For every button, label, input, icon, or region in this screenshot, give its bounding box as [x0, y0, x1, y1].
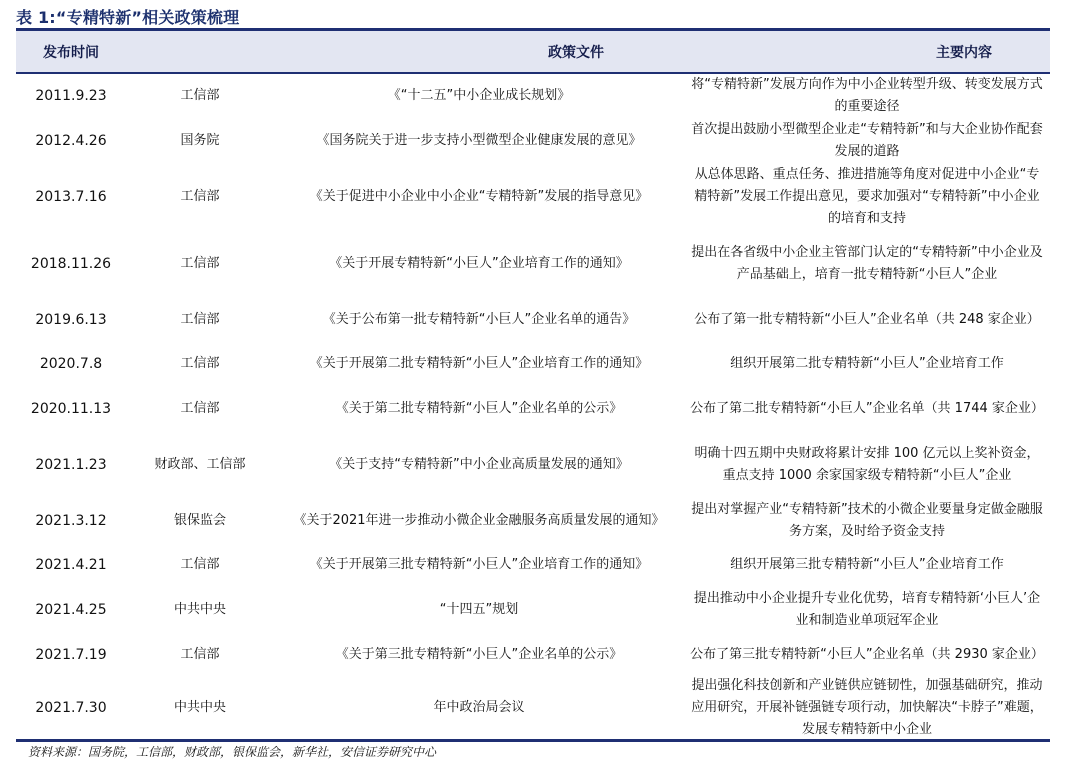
table-row	[16, 677, 1050, 739]
row-date: 2013.7.16	[35, 188, 107, 205]
row-date: 2018.11.26	[30, 255, 112, 272]
row-content: 公布了第三批专精特新“小巨人”企业名单（共 2930 家企业）	[690, 646, 1044, 662]
source-note: 资料来源：国务院，工信部，财政部，银保监会，新华社，安信证券研究中心	[28, 745, 437, 759]
row-date: 2021.1.23	[35, 456, 107, 473]
row-content: 首次提出鼓励小型微型企业走“专精特新”和与大企业协作配套发展的道路	[691, 121, 1043, 159]
row-dept: 工信部	[180, 557, 220, 572]
row-document: 《关于支持“专精特新”中小企业高质量发展的通知》	[329, 456, 629, 472]
header-document: 政策文件	[548, 44, 604, 61]
table-row	[16, 386, 1050, 431]
row-dept: 工信部	[180, 88, 220, 103]
row-document: 《关于第三批专精特新“小巨人”企业名单的公示》	[335, 646, 623, 662]
table-header	[16, 31, 1050, 72]
row-dept: 中共中央	[173, 601, 226, 617]
row-date: 2012.4.26	[35, 132, 107, 149]
table-row	[16, 498, 1050, 543]
row-dept: 工信部	[180, 356, 220, 371]
row-dept: 工信部	[180, 400, 220, 416]
table-row	[16, 431, 1050, 498]
row-content: 公布了第二批专精特新“小巨人”企业名单（共 1744 家企业）	[690, 400, 1044, 416]
row-date: 2021.4.21	[35, 557, 107, 573]
row-date: 2019.6.13	[35, 311, 107, 328]
row-date: 2020.11.13	[30, 400, 112, 417]
row-date: 2011.9.23	[35, 88, 107, 104]
row-document: 《“十二五”中小企业成长规划》	[387, 88, 571, 103]
row-content: 明确十四五期中央财政将累计安排 100 亿元以上奖补资金，重点支持 1000 余家国家级专精特新“小巨人”企业	[694, 445, 1040, 483]
row-content: 从总体思路、重点任务、推进措施等角度对促进中小企业“专精特新”发展工作提出意见，要求加强对“专精特新”中小企业的培育和支持	[694, 166, 1040, 226]
table-row	[16, 543, 1050, 587]
row-content: 组织开展第二批专精特新“小巨人”企业培育工作	[730, 356, 1004, 371]
row-document: 《关于第二批专精特新“小巨人”企业名单的公示》	[335, 400, 623, 416]
table-body	[16, 74, 1050, 739]
table-bottom-rule	[16, 739, 1050, 742]
row-document: 《关于开展专精特新“小巨人”企业培育工作的通知》	[329, 255, 629, 271]
row-dept: 工信部	[180, 311, 220, 327]
header-content: 主要内容	[936, 44, 992, 61]
row-content: 将“专精特新”发展方向作为中小企业转型升级、转变发展方式的重要途径	[691, 77, 1043, 114]
table-row	[16, 632, 1050, 677]
table-row	[16, 230, 1050, 297]
row-date: 2021.4.25	[35, 601, 107, 618]
row-dept: 财政部、工信部	[154, 456, 246, 472]
row-content: 提出对掌握产业“专精特新”技术的小微企业要量身定做金融服务方案，及时给予资金支持	[691, 501, 1043, 539]
row-content: 提出强化科技创新和产业链供应链韧性，加强基础研究，推动应用研究，开展补链强链专项行动，加快解决“卡脖子”难题，发展专精特新中小企业	[691, 678, 1043, 737]
row-dept: 银保监会	[173, 512, 226, 528]
table-title: 表 1:“专精特新”相关政策梳理	[16, 8, 240, 27]
row-dept: 国务院	[180, 132, 220, 148]
row-date: 2021.7.30	[35, 700, 107, 716]
table-row	[16, 118, 1050, 163]
row-content: 公布了第一批专精特新“小巨人”企业名单（共 248 家企业）	[694, 311, 1040, 327]
row-document: 年中政治局会议	[433, 700, 525, 715]
row-dept: 工信部	[180, 646, 220, 662]
table-row	[16, 74, 1050, 118]
row-date: 2021.3.12	[35, 512, 107, 529]
row-document: 《关于公布第一批专精特新“小巨人”企业名单的通告》	[322, 311, 636, 327]
row-date: 2020.7.8	[39, 356, 103, 372]
row-document: 《关于2021年进一步推动小微企业金融服务高质量发展的通知》	[293, 512, 665, 528]
row-date: 2021.7.19	[35, 646, 107, 663]
row-dept: 中共中央	[173, 700, 226, 715]
row-dept: 工信部	[180, 255, 220, 271]
row-document: 《关于促进中小企业中小企业“专精特新”发展的指导意见》	[309, 188, 649, 204]
row-content: 组织开展第三批专精特新“小巨人”企业培育工作	[730, 557, 1004, 572]
row-document: 《关于开展第二批专精特新“小巨人”企业培育工作的通知》	[309, 356, 649, 371]
row-dept: 工信部	[180, 188, 220, 204]
row-document: 《国务院关于进一步支持小型微型企业健康发展的意见》	[316, 132, 642, 148]
header-date: 发布时间	[43, 44, 99, 61]
table-row	[16, 163, 1050, 230]
row-document: 《关于开展第三批专精特新“小巨人”企业培育工作的通知》	[309, 557, 649, 572]
table-row	[16, 297, 1050, 342]
row-content: 提出推动中小企业提升专业化优势，培育专精特新‘小巨人’企业和制造业单项冠军企业	[693, 590, 1041, 628]
row-content: 提出在各省级中小企业主管部门认定的“专精特新”中小企业及产品基础上，培育一批专精特新“小巨人”企业	[691, 244, 1043, 282]
table-row	[16, 342, 1050, 386]
row-document: “十四五”规划	[439, 601, 519, 617]
table-row	[16, 587, 1050, 632]
